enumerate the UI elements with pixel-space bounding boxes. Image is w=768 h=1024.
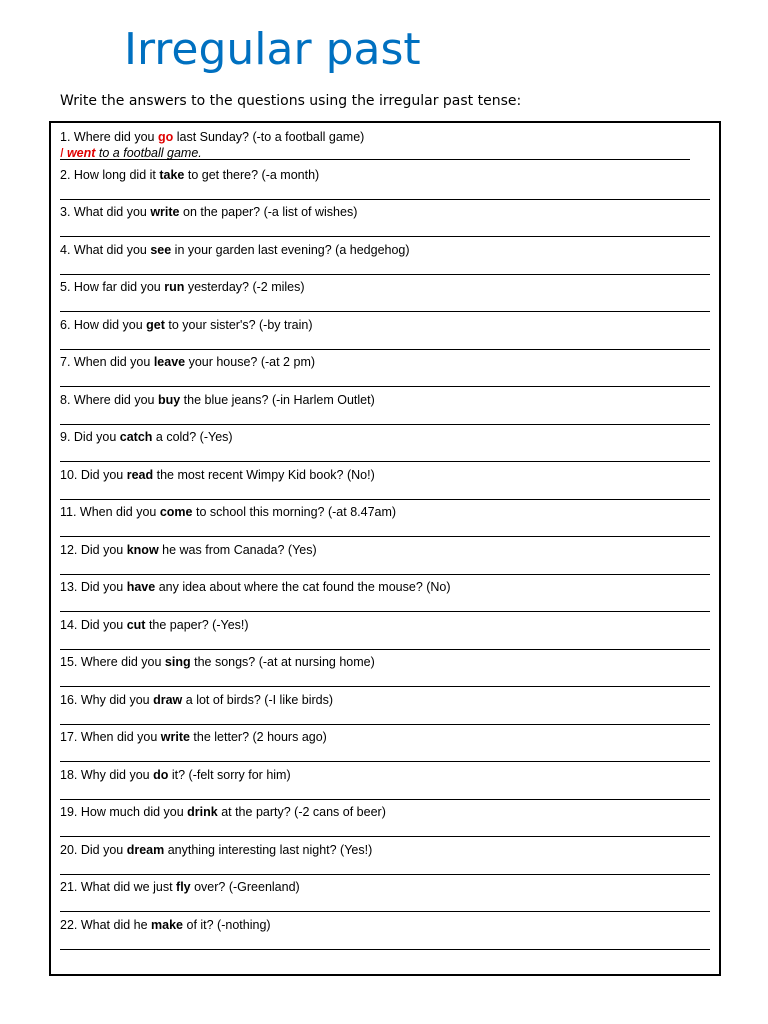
question-verb: get xyxy=(146,317,165,332)
question-verb: cut xyxy=(126,617,146,632)
answer-line[interactable] xyxy=(60,611,710,612)
answer-line[interactable] xyxy=(60,311,710,312)
question-verb: dream xyxy=(126,842,165,857)
question-verb: know xyxy=(126,542,159,557)
question-prefix: 5. How far did you xyxy=(60,280,165,294)
question-suffix: the most recent Wimpy Kid book? (No!) xyxy=(153,467,375,482)
question-text xyxy=(60,505,710,520)
question-verb: have xyxy=(126,580,156,594)
instructions: Write the answers to the questions using the irregular past tense: xyxy=(60,93,522,109)
answer-verb: went xyxy=(66,146,96,160)
question-suffix: your house? (-at 2 pm) xyxy=(185,355,316,369)
question-item xyxy=(60,768,710,806)
question-item xyxy=(60,130,710,168)
question-prefix: 4. What did you xyxy=(60,242,151,257)
answer-line[interactable] xyxy=(60,799,710,800)
question-text xyxy=(60,580,710,595)
question-text xyxy=(60,655,710,670)
question-prefix: 16. Why did you xyxy=(60,692,154,707)
question-item xyxy=(60,655,710,693)
question-prefix: 18. Why did you xyxy=(60,767,154,782)
question-text xyxy=(60,918,710,933)
answer-line[interactable] xyxy=(60,199,710,200)
question-verb: sing xyxy=(164,655,191,669)
question-text xyxy=(60,430,710,445)
question-suffix: the paper? (-Yes!) xyxy=(145,617,249,632)
question-prefix: 15. Where did you xyxy=(60,655,165,669)
question-item xyxy=(60,580,710,618)
question-item xyxy=(60,280,710,318)
question-text xyxy=(60,730,710,745)
answer-prefix: I xyxy=(60,146,67,160)
question-item xyxy=(60,805,710,843)
question-text xyxy=(60,318,710,333)
question-verb: take xyxy=(159,167,185,182)
question-verb: draw xyxy=(153,692,183,707)
question-suffix: over? (-Greenland) xyxy=(190,880,300,894)
question-item xyxy=(60,355,710,393)
question-item xyxy=(60,393,710,431)
question-text xyxy=(60,243,710,258)
question-prefix: 6. How did you xyxy=(60,317,147,332)
answer-line[interactable] xyxy=(60,424,710,425)
question-suffix: the letter? (2 hours ago) xyxy=(189,730,327,744)
question-text xyxy=(60,880,710,895)
question-suffix: at the party? (-2 cans of beer) xyxy=(217,805,386,819)
question-text xyxy=(60,618,710,633)
question-prefix: 1. Where did you xyxy=(60,130,158,144)
question-suffix: the blue jeans? (-in Harlem Outlet) xyxy=(180,392,375,407)
question-text xyxy=(60,768,710,783)
answer-line[interactable] xyxy=(60,724,710,725)
question-item xyxy=(60,918,710,956)
answer-line xyxy=(60,159,690,160)
question-item xyxy=(60,318,710,356)
question-item xyxy=(60,243,710,281)
question-prefix: 19. How much did you xyxy=(60,805,188,819)
question-text xyxy=(60,130,710,145)
question-item xyxy=(60,543,710,581)
answer-line[interactable] xyxy=(60,836,710,837)
answer-line[interactable] xyxy=(60,349,710,350)
question-text xyxy=(60,355,710,370)
question-text xyxy=(60,168,710,183)
answer-line[interactable] xyxy=(60,686,710,687)
question-suffix: to your sister's? (-by train) xyxy=(164,317,313,332)
question-prefix: 11. When did you xyxy=(60,505,160,519)
answer-line[interactable] xyxy=(60,911,710,912)
question-prefix: 9. Did you xyxy=(60,430,120,444)
question-prefix: 22. What did he xyxy=(60,917,152,932)
question-prefix: 20. Did you xyxy=(60,842,127,857)
answer-line[interactable] xyxy=(60,574,710,575)
answer-line[interactable] xyxy=(60,536,710,537)
question-prefix: 8. Where did you xyxy=(60,392,158,407)
question-prefix: 17. When did you xyxy=(60,730,161,744)
question-item xyxy=(60,505,710,543)
question-prefix: 12. Did you xyxy=(60,542,127,557)
answer-line[interactable] xyxy=(60,461,710,462)
answer-line[interactable] xyxy=(60,236,710,237)
question-suffix: anything interesting last night? (Yes!) xyxy=(164,842,373,857)
question-verb: write xyxy=(150,205,180,219)
question-suffix: a lot of birds? (-I like birds) xyxy=(182,692,334,707)
question-item xyxy=(60,693,710,731)
question-text xyxy=(60,393,710,408)
question-item xyxy=(60,843,710,881)
answer-line[interactable] xyxy=(60,274,710,275)
question-prefix: 7. When did you xyxy=(60,355,154,369)
question-verb: come xyxy=(159,505,193,519)
answer-line[interactable] xyxy=(60,761,710,762)
question-item xyxy=(60,205,710,243)
worksheet-box xyxy=(49,121,721,976)
question-verb: read xyxy=(126,467,154,482)
question-text xyxy=(60,693,710,708)
question-item xyxy=(60,618,710,656)
question-verb: see xyxy=(150,242,172,257)
question-suffix: in your garden last evening? (a hedgehog) xyxy=(171,242,410,257)
question-prefix: 13. Did you xyxy=(60,580,127,594)
question-item xyxy=(60,430,710,468)
answer-line[interactable] xyxy=(60,499,710,500)
answer-line[interactable] xyxy=(60,949,710,950)
question-text xyxy=(60,280,710,295)
question-suffix: it? (-felt sorry for him) xyxy=(168,767,291,782)
question-text xyxy=(60,805,710,820)
question-suffix: to get there? (-a month) xyxy=(184,167,320,182)
question-item xyxy=(60,730,710,768)
question-suffix: any idea about where the cat found the mouse? (No) xyxy=(155,580,451,594)
question-prefix: 3. What did you xyxy=(60,205,151,219)
question-verb: catch xyxy=(119,430,153,444)
question-suffix: the songs? (-at at nursing home) xyxy=(190,655,375,669)
question-verb: make xyxy=(151,917,184,932)
question-text xyxy=(60,843,710,858)
question-text xyxy=(60,468,710,483)
question-text xyxy=(60,543,710,558)
question-prefix: 21. What did we just xyxy=(60,880,177,894)
question-verb: drink xyxy=(187,805,218,819)
answer-line[interactable] xyxy=(60,649,710,650)
page-title: Irregular past xyxy=(124,24,421,75)
question-suffix: on the paper? (-a list of wishes) xyxy=(179,205,358,219)
question-suffix: he was from Canada? (Yes) xyxy=(158,542,317,557)
question-prefix: 14. Did you xyxy=(60,617,127,632)
answer-line[interactable] xyxy=(60,874,710,875)
question-verb: leave xyxy=(153,355,186,369)
question-item xyxy=(60,468,710,506)
question-verb: run xyxy=(164,280,185,294)
answer-line[interactable] xyxy=(60,386,710,387)
question-verb: write xyxy=(160,730,190,744)
question-verb: fly xyxy=(176,880,191,894)
question-suffix: last Sunday? (-to a football game) xyxy=(173,130,365,144)
question-verb: do xyxy=(153,767,169,782)
question-verb: buy xyxy=(157,392,181,407)
question-verb: go xyxy=(157,130,174,144)
answer-suffix: to a football game. xyxy=(95,146,202,160)
question-list xyxy=(60,130,710,955)
question-suffix: yesterday? (-2 miles) xyxy=(184,280,305,294)
question-suffix: to school this morning? (-at 8.47am) xyxy=(192,505,397,519)
question-suffix: a cold? (-Yes) xyxy=(152,430,233,444)
question-prefix: 10. Did you xyxy=(60,467,127,482)
question-item xyxy=(60,880,710,918)
question-suffix: of it? (-nothing) xyxy=(183,917,271,932)
question-text xyxy=(60,205,710,220)
question-prefix: 2. How long did it xyxy=(60,167,160,182)
question-item xyxy=(60,168,710,206)
